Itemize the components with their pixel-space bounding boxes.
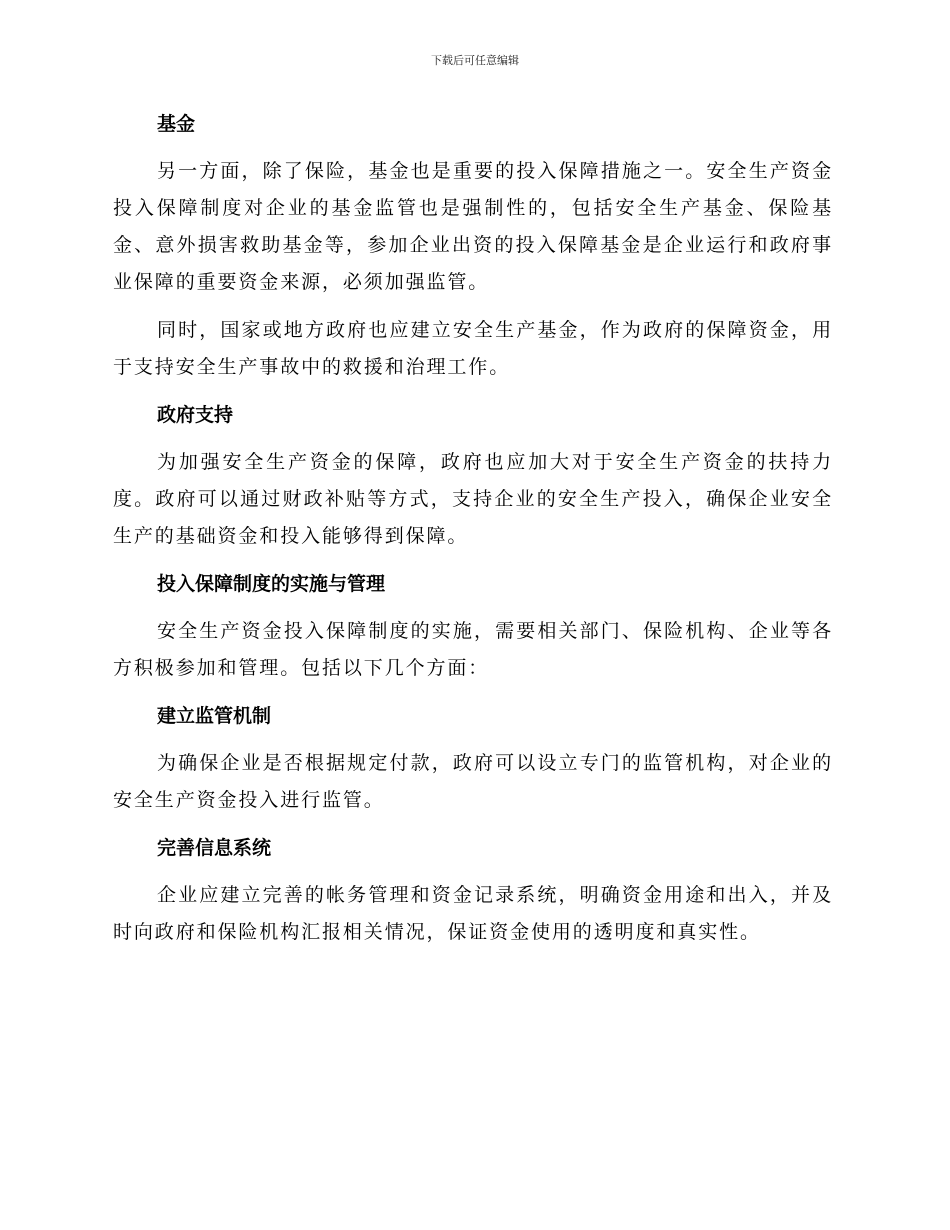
paragraph: 为加强安全生产资金的保障，政府也应加大对于安全生产资金的扶持力度。政府可以通过财政补贴等方式，支持企业的安全生产投入，确保企业安全生产的基础资金和投入能够得到保障。 (113, 451, 833, 547)
section-supervision-mechanism (113, 698, 833, 819)
section-heading: 基金 (157, 113, 196, 135)
paragraph: 企业应建立完善的帐务管理和资金记录系统，明确资金用途和出入，并及时向政府和保险机构汇报相关情况，保证资金使用的透明度和真实性。 (113, 884, 833, 943)
paragraph: 安全生产资金投入保障制度的实施，需要相关部门、保险机构、企业等各方积极参加和管理。包括以下几个方面： (113, 620, 833, 679)
paragraph: 为确保企业是否根据规定付款，政府可以设立专门的监管机构，对企业的安全生产资金投入进行监管。 (113, 752, 833, 811)
paragraph: 同时，国家或地方政府也应建立安全生产基金，作为政府的保障资金，用于支持安全生产事故中的救援和治理工作。 (113, 319, 833, 378)
section-heading: 完善信息系统 (157, 837, 272, 859)
section-heading: 投入保障制度的实施与管理 (157, 573, 386, 595)
section-heading: 政府支持 (157, 404, 234, 426)
section-government-support (113, 397, 833, 555)
document-body (113, 106, 833, 962)
paragraph: 另一方面，除了保险，基金也是重要的投入保障措施之一。安全生产资金投入保障制度对企业的基金监管也是强制性的，包括安全生产基金、保险基金、意外损害救助基金等，参加企业出资的投入保障基金是企业运行和政府事业保障的重要资金来源，必须加强监管。 (113, 160, 833, 293)
section-implementation-management (113, 566, 833, 687)
section-information-system (113, 830, 833, 951)
section-heading: 建立监管机制 (157, 705, 272, 727)
page-header: 下载后可任意编辑 (431, 54, 519, 67)
section-fund (113, 106, 833, 386)
